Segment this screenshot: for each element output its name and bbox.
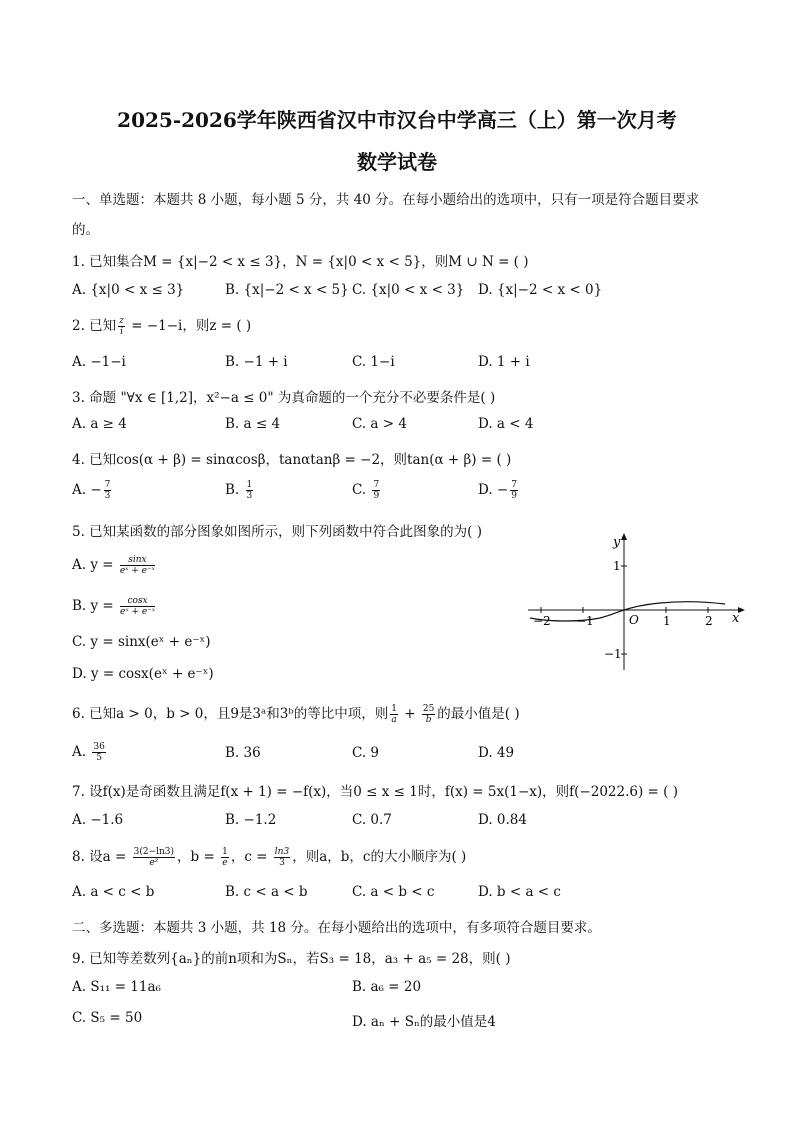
q6-option-c: C. 9 (352, 745, 380, 761)
q4-a-den: 3 (104, 491, 111, 501)
q3-option-c: C. a > 4 (352, 416, 407, 432)
q5-option-b (72, 596, 157, 617)
q4-stem: 4. 已知cos(α + β) = sinαcosβ，tanαtanβ = −2，则tan(α + β) = ( ) (72, 452, 512, 468)
graph-ytick-neg1: −1 (604, 647, 622, 661)
q3-stem: 3. 命题 "∀x ∈ [1,2]，x²−a ≤ 0" 为真命题的一个充分不必要条件是( ) (72, 390, 496, 406)
q6-a-den: 5 (96, 753, 102, 763)
q4-option-c (352, 480, 382, 501)
q3-option-d: D. a < 4 (478, 416, 534, 432)
q2-stem-pre: 2. 已知 (72, 318, 117, 334)
q5-function-graph (520, 530, 750, 675)
q2-option-d: D. 1 + i (478, 354, 530, 370)
q4-b-frac (246, 480, 254, 501)
graph-y-label: y (613, 535, 621, 550)
graph-xtick-neg2: −2 (533, 614, 551, 628)
q6-stem (72, 702, 520, 725)
q8-c-num: ln3 (274, 847, 290, 857)
q1-option-a: A. {x|0 < x ≤ 3} (72, 282, 185, 298)
q4-c-pre: C. (352, 482, 371, 498)
q2-frac-num: z (119, 316, 124, 326)
q5-option-d: D. y = cosx(eˣ + e⁻ˣ) (72, 666, 214, 682)
q5-b-frac (120, 596, 155, 617)
q5-b-pre: B. y = (72, 598, 119, 614)
q8-mid2: ，c = (230, 849, 272, 865)
exam-title: 2025-2026学年陕西省汉中市汉台中学高三（上）第一次月考 (117, 108, 677, 132)
q8-stem-post: ，则a，b，c的大小顺序为( ) (292, 849, 467, 865)
q6-frac-2 (422, 704, 435, 725)
graph-xtick-1: 1 (663, 614, 671, 628)
q8-c-den: 3 (279, 858, 285, 868)
q8-mid1: ，b = (177, 849, 220, 865)
exam-subtitle: 数学试卷 (357, 150, 437, 174)
q2-option-a: A. −1−i (72, 354, 126, 370)
q6-f2-num: 25 (422, 704, 435, 714)
q5-option-c: C. y = sinx(eˣ + e⁻ˣ) (72, 634, 211, 650)
q8-a-frac (133, 847, 175, 868)
q6-f1-num: 1 (391, 704, 397, 714)
q5-b-den: eˣ + e⁻ˣ (120, 607, 156, 617)
q4-c-frac (372, 480, 380, 501)
q1-option-b: B. {x|−2 < x < 5} (225, 282, 349, 298)
q6-f2-den: b (425, 715, 432, 725)
q9-stem: 9. 已知等差数列{aₙ}的前n项和为Sₙ，若S₃ = 18，a₃ + a₅ = 28，则( ) (72, 951, 511, 967)
section1-heading-cont: 的。 (72, 222, 99, 238)
section2-heading: 二、多选题：本题共 3 小题，共 18 分。在每小题给出的选项中，有多项符合题目要求。 (72, 920, 601, 936)
q7-option-b: B. −1.2 (225, 812, 277, 828)
q4-c-num: 7 (373, 480, 380, 490)
q4-c-den: 9 (373, 491, 380, 501)
q8-option-b: B. c < a < b (225, 884, 308, 900)
q4-a-pre: A. − (72, 482, 102, 498)
q5-a-frac (120, 555, 155, 576)
q4-d-num: 7 (511, 480, 517, 490)
q5-stem: 5. 已知某函数的部分图象如图所示，则下列函数中符合此图象的为( ) (72, 524, 482, 540)
q8-c-frac (274, 847, 290, 868)
q1-option-c: C. {x|0 < x < 3} (352, 282, 465, 298)
q5-a-den: eˣ + e⁻ˣ (119, 566, 155, 576)
q8-option-c: C. a < b < c (352, 884, 435, 900)
q3-option-a: A. a ≥ 4 (72, 416, 127, 432)
q8-stem (72, 845, 466, 868)
q6-option-b: B. 36 (225, 745, 261, 761)
graph-origin-label: O (629, 613, 639, 627)
q3-option-b: B. a ≤ 4 (225, 416, 281, 432)
q4-b-pre: B. (225, 482, 244, 498)
q6-stem-post: 的最小值是( ) (437, 706, 520, 722)
graph-xtick-2: 2 (705, 614, 713, 628)
q4-a-frac (104, 480, 112, 501)
q6-frac-1 (390, 704, 398, 725)
q5-a-pre: A. y = (72, 557, 118, 573)
q6-a-frac (92, 742, 105, 763)
q4-d-frac (510, 480, 518, 501)
q5-a-num: sinx (120, 555, 155, 566)
q7-stem: 7. 设f(x)是奇函数且满足f(x + 1) = −f(x)，当0 ≤ x ≤ 1时，f(x) = 5x(1−x)，则f(−2022.6) = ( ) (72, 784, 678, 800)
q4-a-num: 7 (104, 480, 111, 490)
q2-option-b: B. −1 + i (225, 354, 288, 370)
q2-stem (72, 314, 251, 337)
q9-option-d: D. aₙ + Sₙ的最小值是4 (352, 1014, 496, 1030)
q2-stem-post: = −1−i，则z = ( ) (126, 318, 252, 334)
q9-option-a: A. S₁₁ = 11a₆ (72, 979, 161, 995)
q2-option-c: C. 1−i (352, 354, 395, 370)
q6-plus: + (399, 706, 420, 722)
q8-option-a: A. a < c < b (72, 884, 155, 900)
q1-stem: 1. 已知集合M = {x|−2 < x ≤ 3}，N = {x|0 < x < 5}，则M ∪ N = ( ) (72, 254, 529, 270)
q4-option-a (72, 480, 113, 501)
q7-option-d: D. 0.84 (478, 812, 527, 828)
graph-ytick-1: 1 (613, 559, 621, 573)
q8-a-num: 3(2−ln3) (133, 847, 175, 857)
q7-option-a: A. −1.6 (72, 812, 124, 828)
q6-a-pre: A. (72, 744, 91, 760)
function-curve (530, 602, 725, 621)
q8-option-d: D. b < a < c (478, 884, 561, 900)
q2-frac-den: i (120, 327, 123, 337)
q4-b-num: 1 (246, 480, 253, 490)
q6-option-d: D. 49 (478, 745, 515, 761)
q2-fraction (118, 316, 125, 337)
q4-b-den: 3 (246, 491, 253, 501)
q8-a-den: e² (149, 858, 159, 868)
q6-f1-den: a (391, 715, 397, 725)
graph-xtick-neg1: −1 (576, 614, 594, 628)
q7-option-c: C. 0.7 (352, 812, 392, 828)
q8-b-num: 1 (222, 847, 228, 857)
graph-x-label: x (732, 611, 740, 626)
q5-option-a (72, 555, 157, 576)
q9-option-b: B. a₆ = 20 (352, 979, 422, 995)
q9-option-c: C. S₅ = 50 (72, 1010, 143, 1026)
q4-option-d (478, 480, 520, 501)
section1-heading: 一、单选题：本题共 8 小题，每小题 5 分，共 40 分。在每小题给出的选项中，只有一项是符合题目要求 (72, 192, 700, 208)
q6-option-a (72, 742, 108, 763)
q8-stem-pre: 8. 设a = (72, 849, 131, 865)
q6-a-num: 36 (93, 742, 105, 752)
y-axis-arrow (621, 533, 627, 540)
q4-d-den: 9 (511, 491, 517, 501)
q1-option-d: D. {x|−2 < x < 0} (478, 282, 603, 298)
q4-option-b (225, 480, 255, 501)
q8-b-den: e (222, 858, 228, 868)
q4-d-pre: D. − (478, 482, 509, 498)
q8-b-frac (221, 847, 229, 868)
q5-b-num: cosx (120, 596, 155, 607)
q6-stem-pre: 6. 已知a > 0，b > 0，且9是3ᵃ和3ᵇ的等比中项，则 (72, 706, 389, 722)
